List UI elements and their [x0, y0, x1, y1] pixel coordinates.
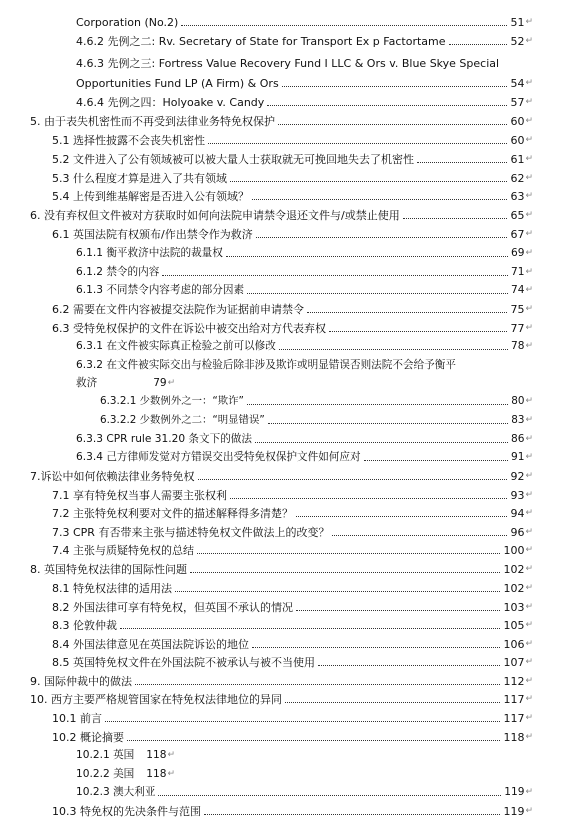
toc-entry: [30, 688, 533, 706]
toc-entry-text: 10.2.3 澳大利亚: [76, 786, 156, 798]
toc-entry-text: Corporation (No.2): [76, 16, 179, 29]
paragraph-mark-icon: ↵: [167, 750, 176, 760]
toc-entry-text: 10.2.1 英国: [76, 749, 135, 761]
toc-entry: [30, 465, 533, 483]
toc-entry-text: 6.3 受特免权保护的文件在诉讼中被交出给对方代表弃权: [52, 322, 326, 335]
leader-dots: [332, 535, 507, 536]
toc-entry-text: 6.1.2 禁令的内容: [76, 266, 160, 278]
toc-entry-page: 119: [504, 786, 525, 798]
leader-dots: [267, 105, 507, 106]
toc-entry-page: 118: [146, 768, 167, 780]
leader-dots: [278, 124, 507, 125]
leader-dots: [318, 665, 500, 666]
leader-dots: [120, 628, 500, 629]
paragraph-mark-icon: ↵: [525, 341, 533, 351]
paragraph-mark-icon: ↵: [525, 415, 533, 425]
toc-entry: [76, 242, 533, 260]
leader-dots: [247, 293, 508, 294]
paragraph-mark-icon: ↵: [525, 323, 533, 333]
paragraph-mark-icon: ↵: [525, 713, 533, 723]
toc-entry-text: 7.3 CPR 有否带来主张与描述特免权文件做法上的改变？: [52, 526, 330, 539]
paragraph-mark-icon: ↵: [525, 36, 533, 46]
leader-dots: [403, 218, 508, 219]
leader-dots: [255, 442, 508, 443]
toc-entry: [76, 372, 276, 390]
toc-entry: [52, 129, 533, 147]
toc-entry-page: 106: [503, 638, 525, 651]
paragraph-mark-icon: ↵: [167, 378, 176, 388]
paragraph-mark-icon: ↵: [525, 304, 533, 314]
toc-entry: [76, 91, 533, 109]
toc-entry-page: 60: [510, 134, 525, 147]
toc-entry-page: 71: [510, 266, 525, 278]
toc-entry-page: 78: [510, 340, 525, 352]
toc-entry-page: 94: [510, 507, 525, 520]
toc-entry-page: 83: [511, 414, 525, 426]
toc-entry-page: 93: [510, 489, 525, 502]
paragraph-mark-icon: ↵: [525, 639, 533, 649]
toc-entry-page: 75: [510, 303, 525, 316]
paragraph-mark-icon: ↵: [525, 527, 533, 537]
toc-entry-text: 6.3.4 己方律师发觉对方错误交出受特免权保护文件如何应对: [76, 451, 361, 463]
leader-dots: [296, 516, 507, 517]
toc-entry-text: 9. 国际仲裁中的做法: [30, 675, 132, 688]
toc-entry-text: 8.1 特免权法律的适用法: [52, 582, 172, 595]
toc-entry: [52, 800, 533, 818]
toc-entry-text: Opportunities Fund LP (A Firm) & Ors: [76, 77, 279, 90]
paragraph-mark-icon: ↵: [525, 676, 533, 686]
toc-entry-page: 102: [503, 563, 525, 576]
leader-dots: [268, 423, 509, 424]
leader-dots: [364, 460, 508, 461]
toc-entry: [76, 72, 533, 90]
toc-entry-page: 65: [510, 209, 525, 222]
toc-entry-text: 10.3 特免权的先决条件与范围: [52, 805, 201, 818]
paragraph-mark-icon: ↵: [525, 620, 533, 630]
toc-entry: [76, 30, 533, 48]
toc-entry-page: 67: [510, 228, 525, 241]
paragraph-mark-icon: ↵: [525, 267, 533, 277]
toc-entry: [52, 148, 533, 166]
toc-entry-text: 救济: [76, 377, 98, 389]
toc-entry: [76, 261, 533, 279]
toc-entry-text: 7.1 享有特免权当事人需要主张权利: [52, 489, 227, 502]
toc-entry-text: 6.3.2.1 少数例外之一：“欺诈”: [100, 395, 244, 407]
toc-entry-page: 61: [510, 153, 525, 166]
leader-dots: [247, 404, 508, 405]
leader-dots: [175, 591, 500, 592]
toc-entry-text: 7.4 主张与质疑特免权的总结: [52, 544, 194, 557]
toc-entry: [52, 298, 533, 316]
toc-entry-page: 103: [503, 601, 525, 614]
paragraph-mark-icon: ↵: [525, 173, 533, 183]
paragraph-mark-icon: ↵: [525, 17, 533, 27]
toc-entry-text: 7.2 主张特免权利要对文件的描述解释得多清楚？: [52, 507, 293, 520]
paragraph-mark-icon: ↵: [525, 732, 533, 742]
paragraph-mark-icon: ↵: [525, 116, 533, 126]
toc-entry: [76, 335, 533, 353]
toc-entry-text: 5.4 上传到维基解密是否进入公有领域？: [52, 190, 249, 203]
toc-entry: [30, 204, 533, 222]
toc-entry: [76, 428, 533, 446]
toc-entry-page: 118: [146, 749, 167, 761]
toc-entry-page: 96: [510, 526, 525, 539]
paragraph-mark-icon: ↵: [525, 806, 533, 816]
paragraph-mark-icon: ↵: [525, 583, 533, 593]
toc-entry-text: 8.4 外国法律意见在英国法院诉讼的地位: [52, 638, 249, 651]
leader-dots: [190, 572, 500, 573]
toc-entry-page: 62: [510, 172, 525, 185]
toc-entry: [52, 185, 533, 203]
toc-entry-page: 79: [153, 377, 167, 389]
toc-entry-text: 8. 英国特免权法律的国际性问题: [30, 563, 187, 576]
paragraph-mark-icon: ↵: [525, 434, 533, 444]
toc-entry: [76, 446, 533, 464]
leader-dots: [198, 479, 508, 480]
toc-entry-page: 51: [510, 16, 525, 29]
leader-dots: [230, 181, 507, 182]
paragraph-mark-icon: ↵: [525, 210, 533, 220]
leader-dots: [417, 162, 507, 163]
paragraph-mark-icon: ↵: [525, 135, 533, 145]
leader-dots: [296, 610, 500, 611]
leader-dots: [197, 553, 500, 554]
leader-dots: [105, 721, 500, 722]
toc-entry-page: 57: [510, 96, 525, 109]
leader-dots: [252, 199, 507, 200]
paragraph-mark-icon: ↵: [525, 490, 533, 500]
toc-entry-page: 86: [510, 433, 525, 445]
toc-entry-text: 6.1.1 衡平救济中法院的裁量权: [76, 247, 223, 259]
toc-entry: [52, 521, 533, 539]
paragraph-mark-icon: ↵: [525, 285, 533, 295]
toc-entry-page: 69: [510, 247, 525, 259]
leader-dots: [282, 86, 508, 87]
toc-entry: [76, 763, 276, 781]
toc-entry: [52, 633, 533, 651]
toc-entry-page: 107: [503, 656, 525, 669]
toc-entry-text: 7.诉讼中如何依赖法律业务特免权: [30, 470, 195, 483]
paragraph-mark-icon: ↵: [525, 154, 533, 164]
leader-dots: [162, 275, 508, 276]
toc-entry: [30, 670, 533, 688]
paragraph-mark-icon: ↵: [525, 564, 533, 574]
toc-entry-page: 54: [510, 77, 525, 90]
paragraph-mark-icon: ↵: [167, 769, 176, 779]
paragraph-mark-icon: ↵: [525, 694, 533, 704]
paragraph-mark-icon: ↵: [525, 191, 533, 201]
toc-entry-page: 100: [503, 544, 525, 557]
toc-entry-text: 4.6.3 先例之三: Fortress Value Recovery Fund I LLC & Ors v. Blue Skye Special: [76, 57, 500, 70]
toc-entry-text: 5. 由于表失机密性而不再受到法律业务特免权保护: [30, 115, 275, 128]
toc-entry-text: 8.5 英国特免权文件在外国法院不被承认与被不当使用: [52, 656, 315, 669]
toc-entry: [76, 781, 533, 799]
leader-dots: [230, 498, 507, 499]
toc-entry: [100, 409, 533, 427]
paragraph-mark-icon: ↵: [525, 545, 533, 555]
toc-entry: [52, 651, 533, 669]
toc-entry-text: 4.6.2 先例之二: Rv. Secretary of State for Transport Ex p Factortame: [76, 35, 446, 48]
leader-dots: [285, 702, 500, 703]
paragraph-mark-icon: ↵: [525, 471, 533, 481]
toc-entry: [30, 110, 533, 128]
toc-entry-text: 8.2 外国法律可享有特免权，但英国不承认的情况: [52, 601, 293, 614]
toc-entry-page: 118: [503, 731, 525, 744]
toc-entry: [52, 167, 533, 185]
toc-entry-page: 92: [510, 470, 525, 483]
toc-entry-page: 112: [503, 675, 525, 688]
toc-entry-text: 5.1 选择性披露不会丧失机密性: [52, 134, 205, 147]
toc-entry-text: 10. 西方主要严格规管国家在特免权法律地位的异同: [30, 693, 282, 706]
paragraph-mark-icon: ↵: [525, 248, 533, 258]
toc-entry-text: 10.2 概论摘要: [52, 731, 124, 744]
toc-entry: [52, 502, 533, 520]
toc-entry-text: 10.2.2 美国: [76, 768, 135, 780]
toc-entry-page: 80: [511, 395, 525, 407]
toc-entry: [52, 614, 533, 632]
toc-entry-text: 10.1 前言: [52, 712, 102, 725]
leader-dots: [127, 740, 500, 741]
toc-entry: [52, 317, 533, 335]
toc-entry: [52, 484, 533, 502]
toc-entry-text: 6.3.2 在文件被实际交出与检验后除非涉及欺诈或明显错误否则法院不会给予衡平: [76, 359, 456, 371]
paragraph-mark-icon: ↵: [525, 97, 533, 107]
toc-entry-text: 6. 没有弃权但文件被对方获取时如何向法院申请禁令退还文件与/或禁止使用: [30, 209, 400, 222]
leader-dots: [279, 349, 508, 350]
toc-entry: [100, 390, 533, 408]
toc-entry: [76, 354, 533, 372]
toc-entry-page: 117: [503, 693, 525, 706]
toc-entry-text: 6.3.1 在文件被实际真正检验之前可以修改: [76, 340, 276, 352]
toc-entry-page: 117: [503, 712, 525, 725]
toc-entry-text: 6.3.3 CPR rule 31.20 条文下的做法: [76, 433, 252, 445]
toc-entry: [52, 726, 533, 744]
toc-entry-page: 105: [503, 619, 525, 632]
leader-dots: [158, 795, 501, 796]
toc-entry-text: 6.1.3 不同禁令内容考虑的部分因素: [76, 284, 245, 296]
leader-dots: [307, 312, 507, 313]
paragraph-mark-icon: ↵: [525, 452, 533, 462]
toc-entry: [52, 707, 533, 725]
paragraph-mark-icon: ↵: [525, 787, 533, 797]
toc-entry-text: 8.3 伦敦仲裁: [52, 619, 117, 632]
leader-dots: [449, 44, 508, 45]
leader-dots: [256, 237, 508, 238]
leader-dots: [208, 143, 507, 144]
leader-dots: [226, 256, 508, 257]
toc-entry-page: 60: [510, 115, 525, 128]
toc-entry: [52, 539, 533, 557]
toc-entry-page: 52: [510, 35, 525, 48]
toc-entry: [30, 558, 533, 576]
toc-entry: [52, 577, 533, 595]
toc-entry: [76, 52, 533, 70]
toc-entry-page: 74: [510, 284, 525, 296]
leader-dots: [181, 25, 507, 26]
paragraph-mark-icon: ↵: [525, 78, 533, 88]
toc-entry: [52, 596, 533, 614]
toc-entry-text: 6.1 英国法院有权颁布/作出禁令作为救济: [52, 228, 253, 241]
paragraph-mark-icon: ↵: [525, 396, 533, 406]
toc-entry-text: 6.2 需要在文件内容被提交法院作为证据前申请禁令: [52, 303, 304, 316]
toc-entry-page: 119: [503, 805, 525, 818]
paragraph-mark-icon: ↵: [525, 508, 533, 518]
toc-entry: [52, 223, 533, 241]
leader-dots: [252, 647, 500, 648]
toc-entry: [76, 11, 533, 29]
toc-entry-text: 5.3 什么程度才算是进入了共有领域: [52, 172, 227, 185]
toc-entry-page: 77: [510, 322, 525, 335]
toc-entry-page: 91: [510, 451, 525, 463]
toc-entry-page: 63: [510, 190, 525, 203]
leader-dots: [329, 331, 507, 332]
leader-dots: [204, 814, 500, 815]
toc-entry: [76, 279, 533, 297]
paragraph-mark-icon: ↵: [525, 657, 533, 667]
toc-entry: [76, 744, 276, 762]
paragraph-mark-icon: ↵: [525, 229, 533, 239]
toc-entry-text: 4.6.4 先例之四：Holyoake v. Candy: [76, 96, 265, 109]
paragraph-mark-icon: ↵: [525, 602, 533, 612]
toc-entry-text: 5.2 文件进入了公有领域被可以被大量人士获取就无可挽回地失去了机密性: [52, 153, 414, 166]
toc-entry-text: 6.3.2.2 少数例外之二：“明显错误”: [100, 414, 265, 426]
leader-dots: [135, 684, 500, 685]
toc-entry-page: 102: [503, 582, 525, 595]
